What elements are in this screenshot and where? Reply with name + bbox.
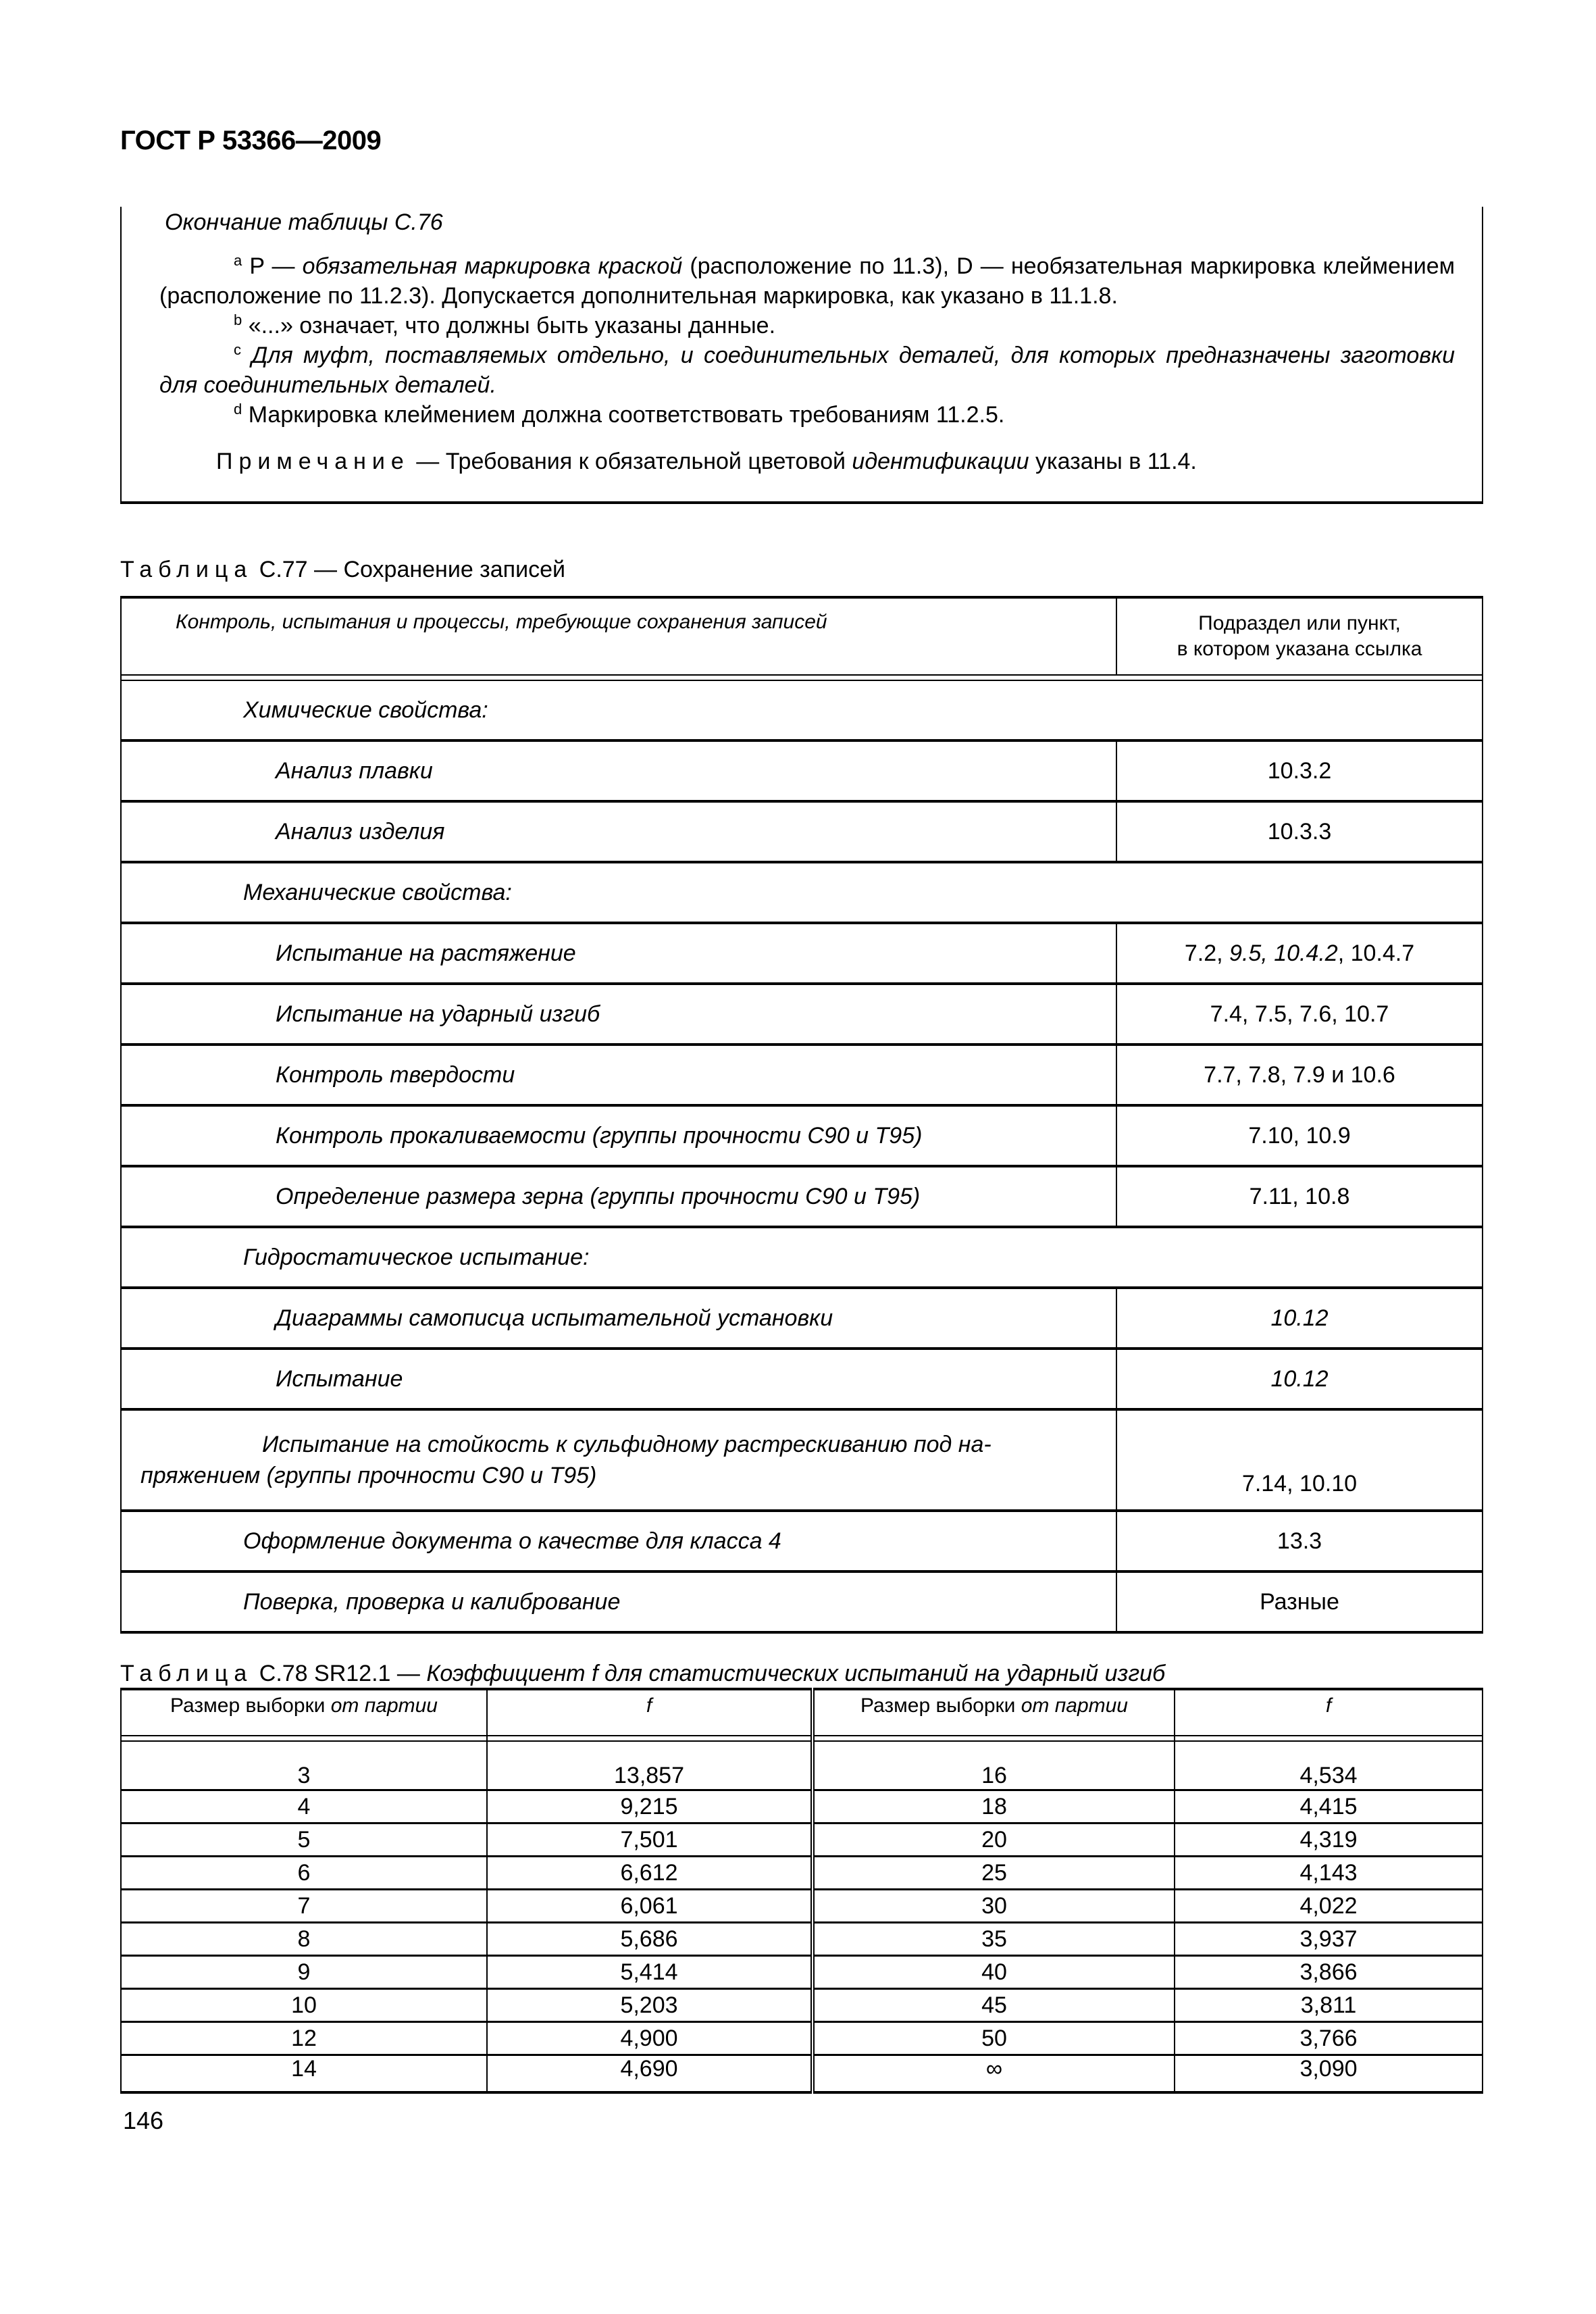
table-c78	[120, 1688, 1483, 2094]
header-sample-size-left: Размер выборки от партии	[121, 1689, 487, 1736]
table-c76-continuation	[120, 207, 1483, 504]
table-row: Испытание на ударный изгиб 7.4, 7.5, 7.6, 10.7	[121, 984, 1483, 1045]
continuation-title: Окончание таблицы С.76	[165, 209, 443, 235]
footnote-a: $^a$ P — обязательная маркировка краской (расположение по 11.3), D — необязательная маркировка клеймением (расположение по 11.2.3). Допускается дополнительная маркировка, как указано в 11.1.8.	[159, 252, 1455, 309]
table-row: 9 5,414 40 3,866	[121, 1956, 1483, 1989]
table-row: 7 6,061 30 4,022	[121, 1890, 1483, 1923]
table-row: 3 13,857 16 4,534	[121, 1741, 1483, 1790]
document-header: ГОСТ Р 53366—2009	[120, 126, 382, 155]
table-row: Определение размера зерна (группы прочности С90 и Т95) 7.11, 10.8	[121, 1166, 1483, 1227]
table-group-row: Гидростатическое испытание:	[121, 1227, 1483, 1288]
table-c77	[120, 596, 1483, 1634]
table-c77-caption: Таблица С.77 — Сохранение записей	[120, 557, 565, 582]
table-row: Анализ изделия 10.3.3	[121, 801, 1483, 862]
table-header-row	[121, 1689, 1483, 1736]
table-row: Контроль прокаливаемости (группы прочности С90 и Т95) 7.10, 10.9	[121, 1105, 1483, 1166]
table-row: Испытание на стойкость к сульфидному растрескиванию под на- пряжением (группы прочности С90 и Т95) 7.14, 10.10	[121, 1409, 1483, 1511]
table-c78-caption: Таблица С.78 SR12.1 — Коэффициент f для статистических испытаний на ударный изгиб	[120, 1661, 1166, 1686]
table-row: Поверка, проверка и калибрование Разные	[121, 1571, 1483, 1632]
table-row: 14 4,690 ∞ 3,090	[121, 2055, 1483, 2093]
footnote-b: $^b$ «...» означает, что должны быть указаны данные.	[234, 311, 776, 338]
table-row: 8 5,686 35 3,937	[121, 1923, 1483, 1956]
table-row: 12 4,900 50 3,766	[121, 2022, 1483, 2055]
table-row: 6 6,612 25 4,143	[121, 1857, 1483, 1890]
table-row: 10 5,203 45 3,811	[121, 1989, 1483, 2022]
table-row: Диаграммы самописца испытательной установки 10.12	[121, 1288, 1483, 1349]
footnote-c: $^c$ Для муфт, поставляемых отдельно, и соединительных деталей, для которых предназначены заготовки для соединительных деталей.	[159, 341, 1456, 398]
table-row: Анализ плавки 10.3.2	[121, 740, 1483, 801]
page-number: 146	[123, 2107, 164, 2134]
table-group-row: Механические свойства:	[121, 862, 1483, 923]
header-sample-size-right: Размер выборки от партии	[813, 1689, 1175, 1736]
table-note: Примечание — Требования к обязательной цветовой идентификации указаны в 11.4.	[216, 449, 1197, 474]
table-row: Оформление документа о качестве для класса 4 13.3	[121, 1511, 1483, 1571]
table-row: Испытание на растяжение 7.2, 9.5, 10.4.2, 10.4.7	[121, 923, 1483, 984]
header-cell-reference: Подраздел или пункт, в котором указана ссылка	[1116, 597, 1483, 675]
table-header-row	[121, 597, 1483, 675]
header-cell-processes: Контроль, испытания и процессы, требующие сохранения записей	[121, 597, 1116, 675]
table-row: Контроль твердости 7.7, 7.8, 7.9 и 10.6	[121, 1045, 1483, 1105]
table-row: 4 9,215 18 4,415	[121, 1790, 1483, 1823]
table-row: Испытание 10.12	[121, 1349, 1483, 1409]
header-f-right: f	[1175, 1689, 1483, 1736]
header-f-left: f	[487, 1689, 813, 1736]
table-group-row: Химические свойства:	[121, 680, 1483, 740]
table-row: 5 7,501 20 4,319	[121, 1823, 1483, 1857]
footnote-d: $^d$ Маркировка клеймением должна соответствовать требованиям 11.2.5.	[234, 401, 1005, 428]
